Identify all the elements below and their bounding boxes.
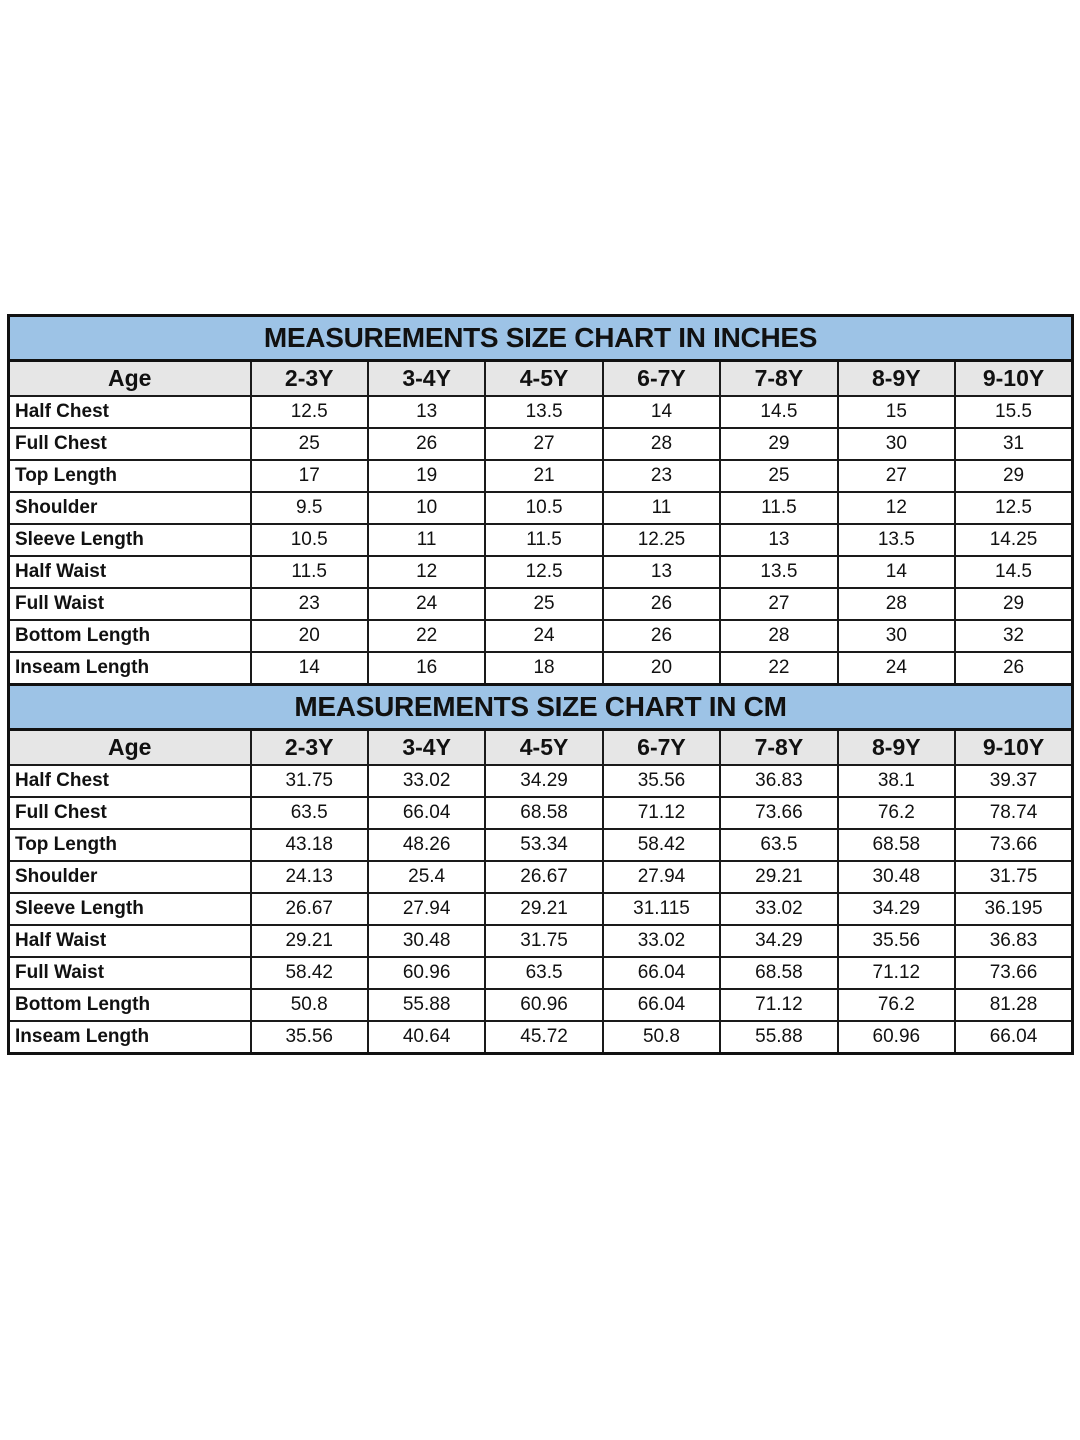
measurement-cell: 12: [838, 492, 955, 524]
row-label: Bottom Length: [9, 989, 251, 1021]
measurement-cell: 33.02: [720, 893, 837, 925]
row-label: Half Waist: [9, 925, 251, 957]
size-chart: [7, 314, 1074, 1055]
column-header: 2-3Y: [251, 361, 368, 397]
measurement-cell: 13.5: [720, 556, 837, 588]
column-header: 7-8Y: [720, 730, 837, 766]
measurement-cell: 31.75: [955, 861, 1072, 893]
measurement-cell: 68.58: [838, 829, 955, 861]
cm-table-row: [9, 797, 1073, 829]
measurement-cell: 23: [603, 460, 720, 492]
age-header: Age: [9, 361, 251, 397]
row-label: Shoulder: [9, 861, 251, 893]
measurement-cell: 26: [603, 620, 720, 652]
measurement-cell: 13: [603, 556, 720, 588]
measurement-cell: 33.02: [368, 765, 485, 797]
row-label: Full Chest: [9, 428, 251, 460]
row-label: Full Waist: [9, 957, 251, 989]
measurement-cell: 28: [720, 620, 837, 652]
measurement-cell: 68.58: [485, 797, 602, 829]
measurement-cell: 24.13: [251, 861, 368, 893]
size-chart-body: [9, 316, 1073, 1054]
measurement-cell: 11: [368, 524, 485, 556]
cm-table-row: [9, 765, 1073, 797]
measurement-cell: 34.29: [838, 893, 955, 925]
measurement-cell: 60.96: [368, 957, 485, 989]
measurement-cell: 12: [368, 556, 485, 588]
measurement-cell: 29: [955, 588, 1072, 620]
measurement-cell: 27: [720, 588, 837, 620]
measurement-cell: 30: [838, 428, 955, 460]
measurement-cell: 12.25: [603, 524, 720, 556]
measurement-cell: 17: [251, 460, 368, 492]
cm-table-row: [9, 893, 1073, 925]
measurement-cell: 24: [368, 588, 485, 620]
measurement-cell: 14: [838, 556, 955, 588]
measurement-cell: 25.4: [368, 861, 485, 893]
measurement-cell: 66.04: [603, 957, 720, 989]
cm-table-row: [9, 861, 1073, 893]
inches-table-row: [9, 396, 1073, 428]
measurement-cell: 26: [368, 428, 485, 460]
row-label: Sleeve Length: [9, 524, 251, 556]
measurement-cell: 12.5: [955, 492, 1072, 524]
measurement-cell: 35.56: [603, 765, 720, 797]
column-header: 7-8Y: [720, 361, 837, 397]
measurement-cell: 15: [838, 396, 955, 428]
measurement-cell: 30.48: [368, 925, 485, 957]
measurement-cell: 58.42: [603, 829, 720, 861]
measurement-cell: 13.5: [485, 396, 602, 428]
measurement-cell: 81.28: [955, 989, 1072, 1021]
measurement-cell: 26: [955, 652, 1072, 685]
measurement-cell: 31.75: [251, 765, 368, 797]
measurement-cell: 50.8: [251, 989, 368, 1021]
column-header: 2-3Y: [251, 730, 368, 766]
measurement-cell: 24: [485, 620, 602, 652]
measurement-cell: 55.88: [720, 1021, 837, 1054]
measurement-cell: 28: [838, 588, 955, 620]
row-label: Half Chest: [9, 396, 251, 428]
row-label: Half Waist: [9, 556, 251, 588]
measurement-cell: 22: [368, 620, 485, 652]
measurement-cell: 48.26: [368, 829, 485, 861]
inches-table-row: [9, 492, 1073, 524]
inches-header-row: [9, 361, 1073, 397]
measurement-cell: 71.12: [838, 957, 955, 989]
measurement-cell: 73.66: [955, 829, 1072, 861]
measurement-cell: 50.8: [603, 1021, 720, 1054]
column-header: 8-9Y: [838, 730, 955, 766]
cm-header-row: [9, 730, 1073, 766]
measurement-cell: 39.37: [955, 765, 1072, 797]
measurement-cell: 14.25: [955, 524, 1072, 556]
cm-table-row: [9, 989, 1073, 1021]
measurement-cell: 76.2: [838, 989, 955, 1021]
column-header: 9-10Y: [955, 730, 1072, 766]
measurement-cell: 63.5: [720, 829, 837, 861]
measurement-cell: 36.83: [720, 765, 837, 797]
measurement-cell: 25: [251, 428, 368, 460]
measurement-cell: 36.195: [955, 893, 1072, 925]
measurement-cell: 40.64: [368, 1021, 485, 1054]
measurement-cell: 33.02: [603, 925, 720, 957]
measurement-cell: 73.66: [955, 957, 1072, 989]
measurement-cell: 27.94: [368, 893, 485, 925]
inches-table-row: [9, 588, 1073, 620]
measurement-cell: 71.12: [720, 989, 837, 1021]
measurement-cell: 14.5: [955, 556, 1072, 588]
cm-table-row: [9, 1021, 1073, 1054]
measurement-cell: 26.67: [251, 893, 368, 925]
cm-table-row: [9, 829, 1073, 861]
inches-title-row: [9, 316, 1073, 361]
row-label: Bottom Length: [9, 620, 251, 652]
measurement-cell: 11.5: [720, 492, 837, 524]
size-chart-table: [7, 314, 1074, 1055]
row-label: Full Chest: [9, 797, 251, 829]
row-label: Half Chest: [9, 765, 251, 797]
measurement-cell: 24: [838, 652, 955, 685]
column-header: 8-9Y: [838, 361, 955, 397]
measurement-cell: 27: [838, 460, 955, 492]
cm-section-title: MEASUREMENTS SIZE CHART IN CM: [9, 685, 1073, 730]
inches-section-title: MEASUREMENTS SIZE CHART IN INCHES: [9, 316, 1073, 361]
measurement-cell: 78.74: [955, 797, 1072, 829]
age-header: Age: [9, 730, 251, 766]
measurement-cell: 38.1: [838, 765, 955, 797]
measurement-cell: 14: [251, 652, 368, 685]
measurement-cell: 32: [955, 620, 1072, 652]
measurement-cell: 31.75: [485, 925, 602, 957]
column-header: 9-10Y: [955, 361, 1072, 397]
measurement-cell: 27.94: [603, 861, 720, 893]
column-header: 6-7Y: [603, 361, 720, 397]
measurement-cell: 20: [603, 652, 720, 685]
cm-table-row: [9, 957, 1073, 989]
measurement-cell: 21: [485, 460, 602, 492]
row-label: Full Waist: [9, 588, 251, 620]
column-header: 3-4Y: [368, 361, 485, 397]
measurement-cell: 30: [838, 620, 955, 652]
measurement-cell: 18: [485, 652, 602, 685]
measurement-cell: 58.42: [251, 957, 368, 989]
measurement-cell: 68.58: [720, 957, 837, 989]
measurement-cell: 30.48: [838, 861, 955, 893]
measurement-cell: 28: [603, 428, 720, 460]
inches-table-row: [9, 428, 1073, 460]
measurement-cell: 34.29: [720, 925, 837, 957]
measurement-cell: 29: [955, 460, 1072, 492]
inches-table-row: [9, 556, 1073, 588]
measurement-cell: 11: [603, 492, 720, 524]
measurement-cell: 16: [368, 652, 485, 685]
row-label: Inseam Length: [9, 1021, 251, 1054]
measurement-cell: 22: [720, 652, 837, 685]
cm-table-row: [9, 925, 1073, 957]
measurement-cell: 29: [720, 428, 837, 460]
row-label: Inseam Length: [9, 652, 251, 685]
measurement-cell: 10.5: [485, 492, 602, 524]
measurement-cell: 11.5: [485, 524, 602, 556]
measurement-cell: 23: [251, 588, 368, 620]
measurement-cell: 10.5: [251, 524, 368, 556]
measurement-cell: 71.12: [603, 797, 720, 829]
measurement-cell: 60.96: [838, 1021, 955, 1054]
measurement-cell: 12.5: [485, 556, 602, 588]
measurement-cell: 35.56: [838, 925, 955, 957]
measurement-cell: 20: [251, 620, 368, 652]
measurement-cell: 63.5: [485, 957, 602, 989]
measurement-cell: 15.5: [955, 396, 1072, 428]
measurement-cell: 29.21: [720, 861, 837, 893]
measurement-cell: 55.88: [368, 989, 485, 1021]
column-header: 3-4Y: [368, 730, 485, 766]
measurement-cell: 53.34: [485, 829, 602, 861]
measurement-cell: 63.5: [251, 797, 368, 829]
measurement-cell: 26: [603, 588, 720, 620]
measurement-cell: 9.5: [251, 492, 368, 524]
measurement-cell: 11.5: [251, 556, 368, 588]
measurement-cell: 76.2: [838, 797, 955, 829]
measurement-cell: 25: [720, 460, 837, 492]
measurement-cell: 27: [485, 428, 602, 460]
inches-table-row: [9, 620, 1073, 652]
measurement-cell: 66.04: [603, 989, 720, 1021]
measurement-cell: 36.83: [955, 925, 1072, 957]
row-label: Top Length: [9, 829, 251, 861]
measurement-cell: 73.66: [720, 797, 837, 829]
row-label: Sleeve Length: [9, 893, 251, 925]
measurement-cell: 60.96: [485, 989, 602, 1021]
measurement-cell: 29.21: [251, 925, 368, 957]
row-label: Shoulder: [9, 492, 251, 524]
measurement-cell: 43.18: [251, 829, 368, 861]
column-header: 4-5Y: [485, 730, 602, 766]
measurement-cell: 25: [485, 588, 602, 620]
inches-table-row: [9, 524, 1073, 556]
measurement-cell: 31: [955, 428, 1072, 460]
measurement-cell: 31.115: [603, 893, 720, 925]
measurement-cell: 13.5: [838, 524, 955, 556]
measurement-cell: 45.72: [485, 1021, 602, 1054]
inches-table-row: [9, 652, 1073, 685]
inches-table-row: [9, 460, 1073, 492]
measurement-cell: 26.67: [485, 861, 602, 893]
measurement-cell: 12.5: [251, 396, 368, 428]
measurement-cell: 14.5: [720, 396, 837, 428]
measurement-cell: 13: [368, 396, 485, 428]
row-label: Top Length: [9, 460, 251, 492]
cm-title-row: [9, 685, 1073, 730]
measurement-cell: 35.56: [251, 1021, 368, 1054]
column-header: 6-7Y: [603, 730, 720, 766]
measurement-cell: 14: [603, 396, 720, 428]
measurement-cell: 19: [368, 460, 485, 492]
column-header: 4-5Y: [485, 361, 602, 397]
measurement-cell: 34.29: [485, 765, 602, 797]
measurement-cell: 66.04: [368, 797, 485, 829]
measurement-cell: 10: [368, 492, 485, 524]
measurement-cell: 13: [720, 524, 837, 556]
measurement-cell: 66.04: [955, 1021, 1072, 1054]
measurement-cell: 29.21: [485, 893, 602, 925]
